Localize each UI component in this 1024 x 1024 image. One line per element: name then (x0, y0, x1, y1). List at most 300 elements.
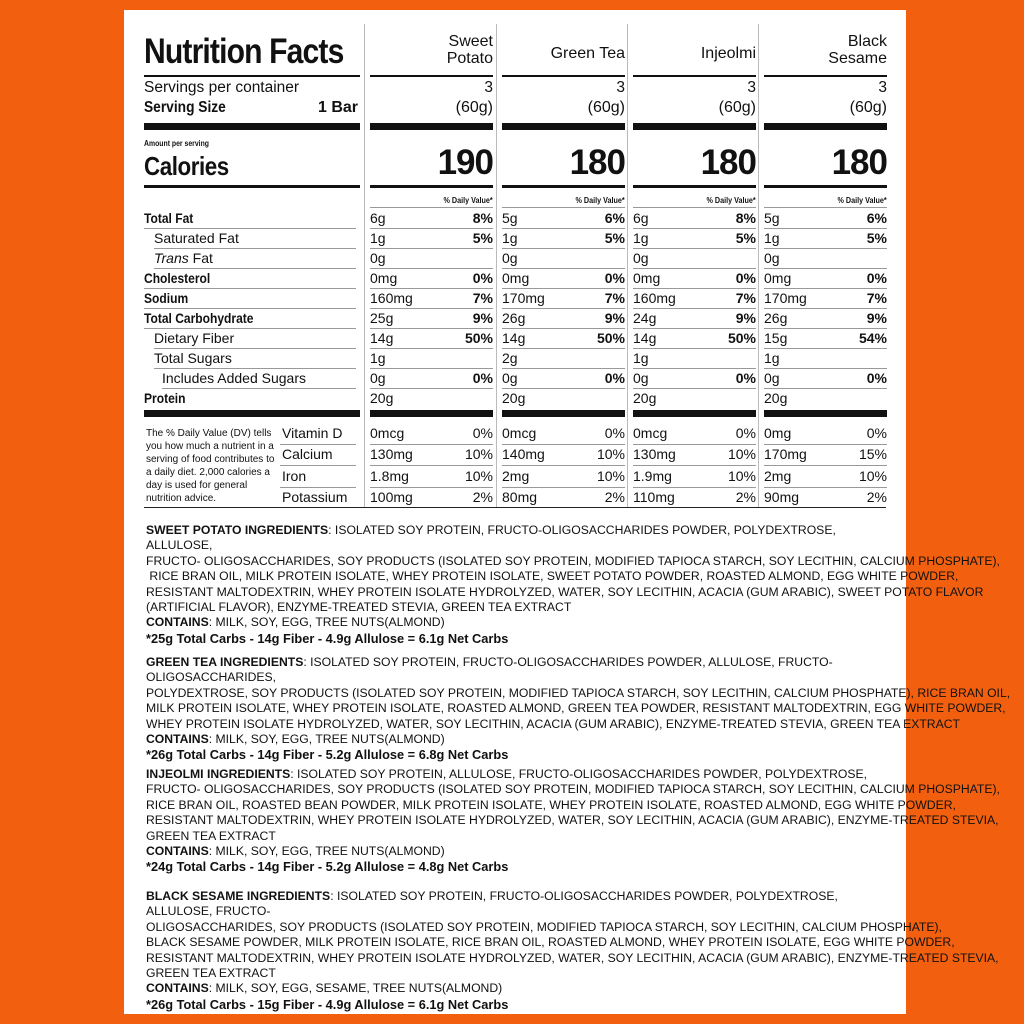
net-carbs: *26g Total Carbs - 15g Fiber - 4.9g Allulose = 6.1g Net Carbs (146, 996, 509, 1012)
row-divider (162, 388, 356, 389)
vitamin-amount: 0mg (764, 425, 792, 441)
nutrient-amount: 0g (633, 370, 649, 386)
row-divider (633, 207, 756, 208)
rule-medium (502, 185, 625, 188)
nutrient-daily-value: 8% (735, 210, 756, 226)
nutrient-daily-value: 7% (604, 290, 625, 306)
ingredient-text: FRUCTO- OLIGOSACCHARIDES, SOY PRODUCTS (ISOLATED SOY PROTEIN, MODIFIED TAPIOCA STARCH, SOY LECITHIN, CALCIUM PHOSPHATE), (146, 782, 1000, 797)
row-divider (502, 308, 625, 309)
nutrient-daily-value: 7% (735, 290, 756, 306)
ingredient-block (146, 889, 999, 1012)
vitamin-amount: 110mg (633, 489, 675, 505)
row-divider (370, 228, 493, 229)
nutrient-daily-value: 8% (472, 210, 493, 226)
trans-label: Trans (154, 250, 189, 266)
row-divider (144, 328, 356, 329)
daily-value-header: % Daily Value* (443, 196, 493, 205)
ingredient-line (146, 655, 886, 686)
nutrient-amount: 0g (764, 250, 780, 266)
row-divider (633, 444, 756, 445)
servings-label: Servings per container (144, 79, 300, 96)
row-divider (144, 288, 356, 289)
servings-value: 3 (616, 79, 625, 96)
nutrient-label: Total Carbohydrate (144, 310, 254, 326)
product-name-line: Green Tea (550, 45, 625, 62)
row-divider (633, 228, 756, 229)
row-divider (502, 328, 625, 329)
nutrient-amount: 1g (370, 230, 386, 246)
vitamin-amount: 0mcg (370, 425, 405, 441)
product-name-line: Sesame (828, 49, 887, 67)
nutrient-daily-value: 7% (866, 290, 887, 306)
nutrient-label: Sodium (144, 290, 189, 306)
calories-value: 190 (437, 143, 493, 182)
row-divider (370, 487, 493, 488)
row-divider (370, 444, 493, 445)
rule-thick (633, 75, 756, 77)
nutrient-label: Cholesterol (144, 270, 211, 286)
row-divider (764, 228, 887, 229)
ingredient-line (146, 782, 1000, 797)
product-name (701, 46, 756, 63)
product-column (370, 24, 493, 507)
vitamin-amount: 80mg (502, 489, 538, 505)
row-divider (502, 268, 625, 269)
row-divider (764, 268, 887, 269)
ingredient-line (146, 935, 955, 950)
rule-thick (370, 410, 493, 417)
nutrient-amount: 160mg (633, 290, 676, 306)
rule-thick (633, 123, 756, 130)
ingredient-line (146, 701, 1006, 716)
calories-value: 180 (700, 143, 756, 182)
nutrient-amount: 0g (502, 250, 518, 266)
vitamin-label: Potassium (282, 489, 348, 505)
rule-thick (502, 410, 625, 417)
ingredient-line (146, 829, 886, 844)
row-divider (502, 288, 625, 289)
nutrient-amount: 14g (502, 330, 526, 346)
nutrient-amount: 1g (764, 230, 780, 246)
row-divider (370, 328, 493, 329)
servings-value: 3 (878, 79, 887, 96)
nutrient-amount: 5g (502, 210, 518, 226)
product-column (764, 24, 887, 507)
column-separator (627, 24, 628, 507)
contains-text: : MILK, SOY, EGG, TREE NUTS(ALMOND) (208, 844, 445, 859)
nutrient-daily-value: 6% (604, 210, 625, 226)
contains-label: CONTAINS (146, 844, 209, 859)
vitamin-daily-value: 2% (604, 489, 625, 505)
calories-label: Calories (144, 151, 229, 181)
row-divider (633, 388, 756, 389)
vitamin-daily-value: 10% (464, 468, 493, 484)
nutrient-label: Saturated Fat (154, 230, 239, 246)
nutrient-amount: 6g (370, 210, 386, 226)
nutrient-amount: 0mg (370, 270, 398, 286)
ingredient-text: FRUCTO- OLIGOSACCHARIDES, SOY PRODUCTS (ISOLATED SOY PROTEIN, MODIFIED TAPIOCA STARCH, SOY LECITHIN, CALCIUM PHOSPHATE), (146, 553, 1000, 568)
ingredient-line (146, 889, 886, 920)
vitamin-daily-value: 10% (858, 468, 887, 484)
nutrient-daily-value: 0% (472, 370, 493, 386)
row-divider (764, 308, 887, 309)
ingredient-text: RESISTANT MALTODEXTRIN, WHEY PROTEIN ISOLATE HYDROLYZED, WATER, SOY LECITHIN, ACACIA (GUM ARABIC), ENZYME-TREATED STEVIA, (146, 813, 999, 828)
ingredient-line (146, 716, 960, 732)
row-divider (764, 444, 887, 445)
row-divider (370, 388, 493, 389)
row-divider (370, 288, 493, 289)
vitamin-label: Calcium (282, 446, 333, 462)
daily-value-header: % Daily Value* (575, 196, 625, 205)
ingredient-line (146, 523, 886, 554)
ingredient-text: OLIGOSACCHARIDES, SOY PRODUCTS (ISOLATED SOY PROTEIN, MODIFIED TAPIOCA STARCH, SOY LECITHIN, CALCIUM PHOSPHATE), (146, 919, 942, 934)
contains-line (146, 844, 886, 859)
ingredient-text: WHEY PROTEIN ISOLATE HYDROLYZED, WATER, SOY LECITHIN, ACACIA (GUM ARABIC), ENZYME-TREATED STEVIA, GREEN TEA EXTRACT (146, 716, 960, 731)
nutrient-daily-value: 9% (735, 310, 756, 326)
nutrition-facts-panel (144, 24, 886, 508)
product-name-line: Black (847, 33, 887, 50)
nutrient-amount: 20g (370, 390, 394, 406)
rule-medium (633, 185, 756, 188)
contains-label: CONTAINS (146, 981, 209, 996)
column-separator (758, 24, 759, 507)
row-divider (370, 308, 493, 309)
contains-line (146, 615, 886, 630)
row-divider (154, 368, 356, 369)
vitamin-daily-value: 10% (727, 446, 756, 462)
rule-medium (144, 185, 360, 188)
row-divider (502, 368, 625, 369)
row-divider (764, 207, 887, 208)
ingredient-block (146, 523, 1000, 646)
ingredient-text: RICE BRAN OIL, ROASTED BEAN POWDER, MILK PROTEIN ISOLATE, WHEY PROTEIN ISOLATE, ROASTED ALMOND, EGG WHITE POWDER, (146, 797, 956, 812)
nutrient-amount: 20g (502, 390, 526, 406)
nutrient-label: Total Fat (144, 210, 194, 226)
vitamin-amount: 0mcg (633, 425, 668, 441)
vitamin-amount: 170mg (764, 446, 807, 462)
nutrient-amount: 170mg (502, 290, 545, 306)
row-divider (633, 328, 756, 329)
nutrient-daily-value: 9% (604, 310, 625, 326)
row-divider (764, 487, 887, 488)
vitamin-label: Vitamin D (282, 425, 343, 441)
vitamin-daily-value: 0% (866, 425, 887, 441)
panel-title: Nutrition Facts (144, 32, 344, 71)
nutrient-amount: 25g (370, 310, 394, 326)
vitamin-amount: 2mg (764, 468, 792, 484)
ingredient-block (146, 655, 1011, 763)
row-divider (502, 248, 625, 249)
nutrient-daily-value: 5% (866, 230, 887, 246)
rule-thick (144, 75, 360, 77)
rule-thick (764, 410, 887, 417)
ingredient-text: GREEN TEA EXTRACT (146, 828, 276, 843)
ingredient-line (146, 600, 886, 615)
product-name-line: Sweet (448, 33, 493, 50)
vitamin-daily-value: 0% (604, 425, 625, 441)
nutrient-amount: 14g (370, 330, 394, 346)
ingredient-line (146, 767, 886, 782)
ingredient-text: : ISOLATED SOY PROTEIN, FRUCTO-OLIGOSACCHARIDES POWDER, POLYDEXTROSE, ALLULOSE, (146, 523, 836, 553)
row-divider (764, 465, 887, 466)
row-divider (370, 248, 493, 249)
nutrient-amount: 14g (633, 330, 657, 346)
contains-label: CONTAINS (146, 732, 209, 747)
ingredient-line (146, 584, 984, 600)
nutrient-label: Dietary Fiber (154, 330, 235, 346)
net-carbs: *25g Total Carbs - 14g Fiber - 4.9g Allulose = 6.1g Net Carbs (146, 630, 509, 646)
row-divider (633, 368, 756, 369)
ingredient-line (146, 966, 886, 981)
ingredient-block (146, 767, 1000, 875)
nutrient-amount: 1g (764, 350, 780, 366)
contains-line (146, 732, 886, 747)
nutrient-amount: 160mg (370, 290, 413, 306)
ingredient-heading: GREEN TEA INGREDIENTS (146, 655, 304, 669)
row-divider (154, 248, 356, 249)
vitamin-daily-value: 0% (472, 425, 493, 441)
nutrient-daily-value: 50% (727, 330, 756, 346)
vitamin-amount: 1.9mg (633, 468, 672, 484)
net-carbs: *24g Total Carbs - 14g Fiber - 5.2g Allulose = 4.8g Net Carbs (146, 859, 509, 875)
nutrient-amount: 170mg (764, 290, 807, 306)
row-divider (370, 368, 493, 369)
ingredient-line (146, 797, 956, 813)
ingredient-heading: INJEOLMI INGREDIENTS (146, 767, 291, 781)
nutrient-amount: 24g (633, 310, 657, 326)
row-divider (764, 288, 887, 289)
rule-thick (370, 75, 493, 77)
nutrient-daily-value: 5% (472, 230, 493, 246)
row-divider (633, 288, 756, 289)
ingredient-heading: BLACK SESAME INGREDIENTS (146, 889, 331, 903)
nutrient-daily-value: 0% (735, 370, 756, 386)
nutrient-daily-value: 50% (596, 330, 625, 346)
nutrient-daily-value: 5% (604, 230, 625, 246)
vitamin-daily-value: 2% (735, 489, 756, 505)
trans-suffix: Fat (192, 250, 213, 266)
row-divider (144, 228, 356, 229)
rule-thick (633, 410, 756, 417)
vitamin-amount: 2mg (502, 468, 530, 484)
row-divider (370, 268, 493, 269)
product-name (828, 34, 887, 68)
serving-grams: (60g) (718, 99, 756, 116)
ingredient-text: GREEN TEA EXTRACT (146, 966, 276, 981)
row-divider (370, 207, 493, 208)
vitamin-label: Iron (282, 468, 307, 484)
nutrient-amount: 0g (764, 370, 780, 386)
nutrient-daily-value: 54% (858, 330, 887, 346)
row-divider (633, 268, 756, 269)
rule-thick (764, 123, 887, 130)
column-separator (364, 24, 365, 507)
ingredient-text: : ISOLATED SOY PROTEIN, FRUCTO-OLIGOSACCHARIDES POWDER, ALLULOSE, FRUCTO-OLIGOSACCHARIDES, (146, 655, 833, 685)
row-divider (280, 444, 356, 445)
servings-value: 3 (484, 79, 493, 96)
product-name-line: Injeolmi (700, 45, 756, 62)
product-name (447, 34, 493, 68)
vitamin-amount: 90mg (764, 489, 800, 505)
rule-medium (764, 185, 887, 188)
nutrient-amount: 2g (502, 350, 518, 366)
row-divider (280, 465, 356, 466)
vitamin-amount: 140mg (502, 446, 545, 462)
calories-value: 180 (831, 143, 887, 182)
serving-grams: (60g) (455, 99, 493, 116)
daily-value-note: The % Daily Value (DV) tells you how much a nutrient in a serving of food contributes to a daily diet. 2,000 calories a day is used for general nutrition advice. (146, 428, 275, 504)
contains-label: CONTAINS (146, 615, 209, 630)
rule-medium (370, 185, 493, 188)
serving-grams: (60g) (849, 99, 887, 116)
label-card (124, 10, 1011, 1014)
contains-text: : MILK, SOY, EGG, SESAME, TREE NUTS(ALMOND) (208, 981, 503, 996)
nutrient-amount: 0mg (633, 270, 661, 286)
ingredient-line (146, 950, 999, 966)
nutrient-daily-value: 6% (866, 210, 887, 226)
ingredient-line (146, 569, 959, 584)
nutrient-amount: 0g (370, 370, 386, 386)
nutrient-daily-value: 5% (735, 230, 756, 246)
nutrient-daily-value: 50% (464, 330, 493, 346)
row-divider (633, 248, 756, 249)
ingredient-text: BLACK SESAME POWDER, MILK PROTEIN ISOLATE, RICE BRAN OIL, ROASTED ALMOND, WHEY PROTEIN ISOLATE, EGG WHITE POWDER, (146, 935, 955, 950)
nutrient-daily-value: 9% (472, 310, 493, 326)
nutrient-daily-value: 0% (604, 270, 625, 286)
row-divider (144, 308, 356, 309)
vitamin-amount: 100mg (370, 489, 413, 505)
nutrient-label: Total Sugars (154, 350, 232, 366)
nutrient-amount: 26g (764, 310, 788, 326)
row-divider (764, 388, 887, 389)
row-divider (280, 487, 356, 488)
product-name (551, 46, 625, 63)
column-separator (496, 24, 497, 507)
amount-per-serving: Amount per serving (144, 139, 209, 148)
nutrient-amount: 1g (633, 230, 649, 246)
product-column (633, 24, 756, 507)
row-divider (502, 207, 625, 208)
rule-thick (144, 123, 360, 130)
rule-thick (144, 410, 360, 417)
row-divider (633, 348, 756, 349)
row-divider (633, 465, 756, 466)
ingredient-text: POLYDEXTROSE, SOY PRODUCTS (ISOLATED SOY PROTEIN, MODIFIED TAPIOCA STARCH, SOY LECITHIN, CALCIUM PHOSPHATE), RICE BRAN OIL, (146, 685, 1011, 700)
row-divider (154, 268, 356, 269)
nutrient-label (154, 250, 213, 266)
ingredient-text: : ISOLATED SOY PROTEIN, ALLULOSE, FRUCTO-OLIGOSACCHARIDES POWDER, POLYDEXTROSE, (290, 767, 868, 781)
nutrient-daily-value: 0% (472, 270, 493, 286)
row-divider (370, 465, 493, 466)
rule-thick (370, 123, 493, 130)
serving-size-value: 1 Bar (317, 99, 358, 116)
vitamin-daily-value: 10% (596, 468, 625, 484)
nutrient-label: Includes Added Sugars (162, 370, 306, 386)
serving-size-label: Serving Size (144, 99, 226, 116)
nutrient-amount: 0mg (502, 270, 530, 286)
row-divider (502, 487, 625, 488)
row-divider (502, 348, 625, 349)
rule-thick (502, 123, 625, 130)
nutrient-amount: 0g (502, 370, 518, 386)
ingredient-line (146, 919, 942, 935)
row-divider (764, 248, 887, 249)
row-divider (502, 444, 625, 445)
nutrient-label: Protein (144, 390, 186, 406)
contains-text: : MILK, SOY, EGG, TREE NUTS(ALMOND) (208, 615, 445, 630)
vitamin-amount: 1.8mg (370, 468, 409, 484)
servings-value: 3 (747, 79, 756, 96)
row-divider (764, 348, 887, 349)
nutrient-daily-value: 0% (866, 370, 887, 386)
nutrient-daily-value: 7% (472, 290, 493, 306)
nutrient-amount: 0g (633, 250, 649, 266)
rule-thick (764, 75, 887, 77)
row-divider (370, 348, 493, 349)
row-divider (502, 465, 625, 466)
vitamin-daily-value: 0% (735, 425, 756, 441)
rule-thick (502, 75, 625, 77)
nutrient-amount: 20g (633, 390, 657, 406)
row-divider (764, 328, 887, 329)
nutrient-amount: 0mg (764, 270, 792, 286)
row-divider (764, 368, 887, 369)
vitamin-daily-value: 10% (727, 468, 756, 484)
contains-line (146, 981, 886, 996)
ingredient-text: RESISTANT MALTODEXTRIN, WHEY PROTEIN ISOLATE HYDROLYZED, WATER, SOY LECITHIN, ACACIA (GUM ARABIC), SWEET POTATO FLAVOR (146, 584, 984, 599)
nutrient-amount: 26g (502, 310, 526, 326)
nutrient-amount: 1g (633, 350, 649, 366)
nutrient-label-column (144, 24, 360, 507)
ingredient-text: (ARTIFICIAL FLAVOR), ENZYME-TREATED STEVIA, GREEN TEA EXTRACT (146, 600, 572, 615)
ingredient-line (146, 813, 999, 828)
contains-text: : MILK, SOY, EGG, TREE NUTS(ALMOND) (208, 732, 445, 747)
calories-value: 180 (569, 143, 625, 182)
nutrient-amount: 1g (370, 350, 386, 366)
vitamin-daily-value: 10% (464, 446, 493, 462)
net-carbs: *26g Total Carbs - 14g Fiber - 5.2g Allulose = 6.8g Net Carbs (146, 747, 509, 763)
nutrient-amount: 20g (764, 390, 788, 406)
ingredient-text: MILK PROTEIN ISOLATE, WHEY PROTEIN ISOLATE, ROASTED ALMOND, GREEN TEA POWDER, RESISTANT MALTODEXTRIN, EGG WHITE POWDER, (146, 701, 1006, 716)
nutrient-amount: 5g (764, 210, 780, 226)
ingredient-line (146, 685, 1011, 701)
vitamin-daily-value: 2% (866, 489, 887, 505)
product-column (502, 24, 625, 507)
product-name-line: Potato (446, 49, 493, 67)
nutrient-daily-value: 0% (735, 270, 756, 286)
ingredient-line (146, 553, 1000, 569)
serving-grams: (60g) (587, 99, 625, 116)
nutrient-daily-value: 0% (604, 370, 625, 386)
nutrient-amount: 1g (502, 230, 518, 246)
ingredient-text: : ISOLATED SOY PROTEIN, FRUCTO-OLIGOSACCHARIDES POWDER, POLYDEXTROSE, ALLULOSE, FRUCTO- (146, 889, 838, 919)
row-divider (502, 228, 625, 229)
vitamin-amount: 130mg (370, 446, 413, 462)
vitamin-amount: 0mcg (502, 425, 537, 441)
nutrient-amount: 6g (633, 210, 649, 226)
nutrient-amount: 15g (764, 330, 788, 346)
nutrient-daily-value: 0% (866, 270, 887, 286)
ingredient-heading: SWEET POTATO INGREDIENTS (146, 523, 329, 537)
row-divider (154, 348, 356, 349)
vitamin-daily-value: 2% (472, 489, 493, 505)
vitamin-daily-value: 10% (596, 446, 625, 462)
daily-value-header: % Daily Value* (837, 196, 887, 205)
nutrient-daily-value: 9% (866, 310, 887, 326)
nutrient-amount: 0g (370, 250, 386, 266)
vitamin-daily-value: 15% (858, 446, 887, 462)
row-divider (502, 388, 625, 389)
